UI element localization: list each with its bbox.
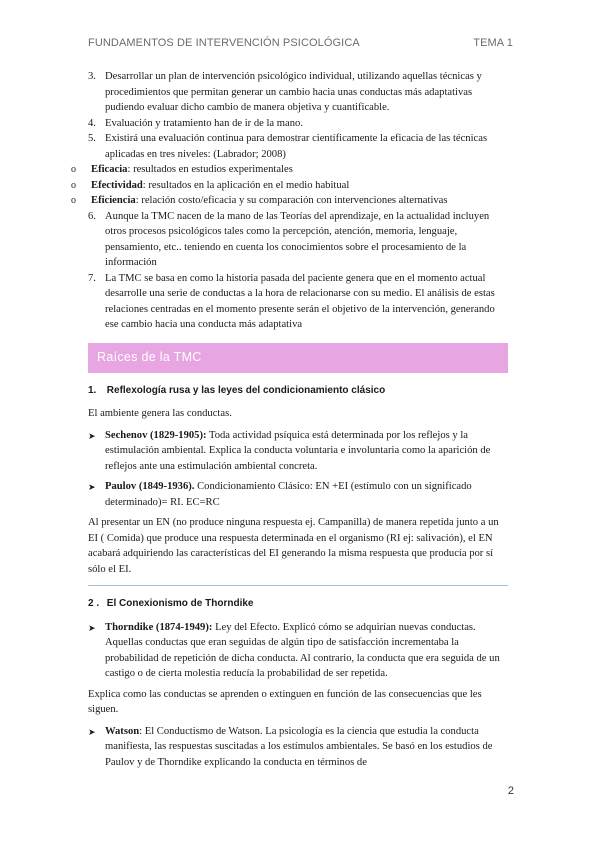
arrow-bullet-icon: ➤: [88, 430, 96, 441]
level-text: : resultados en estudios experimentales: [127, 164, 293, 175]
list-marker: 5.: [88, 133, 96, 144]
list-marker: 3.: [88, 71, 96, 82]
list-text: Aunque la TMC nacen de la mano de las Teorías del aprendizaje, en la actualidad incluyen otros procesos psicológicos tales como la percepción, atención, memoria, lenguaje, pensamiento, etc.. teniendo en cuenta los conocimientos sobre el procesamiento de la información: [105, 210, 490, 268]
list-item: [88, 131, 508, 162]
level-term: Eficiencia: [91, 195, 136, 206]
subsection-number: 2 .: [88, 598, 100, 609]
arrow-bullet-icon: ➤: [88, 726, 96, 737]
list-marker: 7.: [88, 272, 96, 284]
arrow-bullet-icon: ➤: [88, 622, 96, 633]
subsection-heading: [88, 596, 508, 612]
list-text: Existirá una evaluación continua para demostrar científicamente la eficacia de las técnicas aplicadas en tres niveles: (Labrador; 2008): [105, 133, 488, 160]
list-text: Evaluación y tratamiento han de ir de la mano.: [105, 117, 303, 129]
level-marker: o: [71, 195, 76, 206]
bullet-name: Sechenov (1829-1905):: [105, 429, 207, 441]
level-term: Eficacia: [91, 164, 128, 175]
level-marker: o: [71, 164, 76, 175]
level-text: : resultados en la aplicación en el medio habitual: [142, 179, 350, 191]
bullet-name: Watson: [105, 725, 140, 737]
list-item: [88, 209, 508, 271]
level-item: [71, 193, 508, 209]
section-heading: [88, 343, 508, 373]
paragraph: Explica como las conductas se aprenden o extinguen en función de las consecuencias que les siguen.: [88, 688, 482, 715]
page-number: 2: [507, 785, 514, 797]
page-content: [71, 69, 508, 775]
divider: [88, 585, 508, 586]
header-tema: TEMA 1: [473, 37, 513, 49]
bullet-item: [88, 724, 508, 771]
list-marker: 4.: [88, 117, 96, 129]
bullet-item: [88, 479, 508, 510]
bullet-item: [88, 620, 508, 682]
paragraph: Al presentar un EN (no produce ninguna respuesta ej. Campanilla) de manera repetida junto a un EI ( Comida) que produce una respuesta determinada en el organismo (RI ej: salivación), el EN acabará adquiriendo las características del EI generando la misma respuesta que producía por sí sólo el EI.: [88, 517, 499, 575]
subsection-title: El Conexionismo de Thorndike: [106, 598, 254, 609]
bullet-name: Paulov (1849-1936).: [105, 481, 195, 492]
bullet-text: : El Conductismo de Watson. La psicología es la ciencia que estudia la conducta manifiesta, las respuestas suscitadas a los estímulos ambientales. Se basó en los estudios de Paulov y de Thorndike explicando la conducta en términos de: [105, 725, 493, 768]
list-text: La TMC se basa en como la historia pasada del paciente genera que en el momento actual desarrolle una serie de conductas a la hora de relacionarse con su medio. El análisis de estas relaciones centradas en el momento presente serán el objetivo de la intervención, generando ese cambio hacia una conducta más adaptativa: [105, 272, 495, 330]
header-title: FUNDAMENTOS DE INTERVENCIÓN PSICOLÓGICA: [88, 37, 360, 49]
bullet-item: [88, 428, 508, 475]
level-text: : relación costo/eficacia y su comparación con intervenciones alternativas: [135, 195, 448, 206]
arrow-bullet-icon: ➤: [88, 482, 96, 492]
level-term: Efectividad: [91, 179, 143, 191]
level-marker: o: [71, 179, 76, 191]
bullet-name: Thorndike (1874-1949):: [105, 621, 213, 633]
subsection-title: Reflexología rusa y las leyes del condicionamiento clásico: [106, 384, 386, 396]
subsection-number: 1.: [88, 384, 97, 396]
list-item: [88, 69, 508, 116]
list-text: Desarrollar un plan de intervención psicológico individual, utilizando aquellas técnicas y procedimientos que permitan generar un cambio hacia unas conductas más adaptativas pudiendo evaluar dicho cambio de manera objetiva y cuantificable.: [105, 71, 482, 113]
level-item: [71, 162, 508, 178]
section-title: Raíces de la TMC: [97, 349, 202, 364]
bullet-text: Condicionamiento Clásico: EN +EI (estímulo con un significado determinado)= RI. EC=RC: [105, 481, 472, 508]
list-marker: 6.: [88, 210, 96, 222]
bullet-text: Ley del Efecto. Explicó cómo se adquirían nuevas conductas. Aquellas conductas que eran seguidas de algún tipo de satisfacción incrementaba la probabilidad de repetición de dicha conducta. Al contrario, la conducta que era seguida de un castigo o de cierta molestia reducía la probabilidad de ser repetida.: [105, 621, 500, 679]
list-item: [88, 116, 508, 132]
page-header: [88, 37, 513, 49]
paragraph: El ambiente genera las conductas.: [88, 408, 232, 419]
bullet-text: Toda actividad psíquica está determinada por los reflejos y la estimulación ambiental. Explica la conducta voluntaria e involuntaria como la aparición de reflejos ante una estimulación ambiental concreta.: [105, 429, 491, 472]
subsection-heading: [88, 383, 508, 399]
list-item: [88, 271, 508, 333]
level-item: [71, 178, 508, 194]
